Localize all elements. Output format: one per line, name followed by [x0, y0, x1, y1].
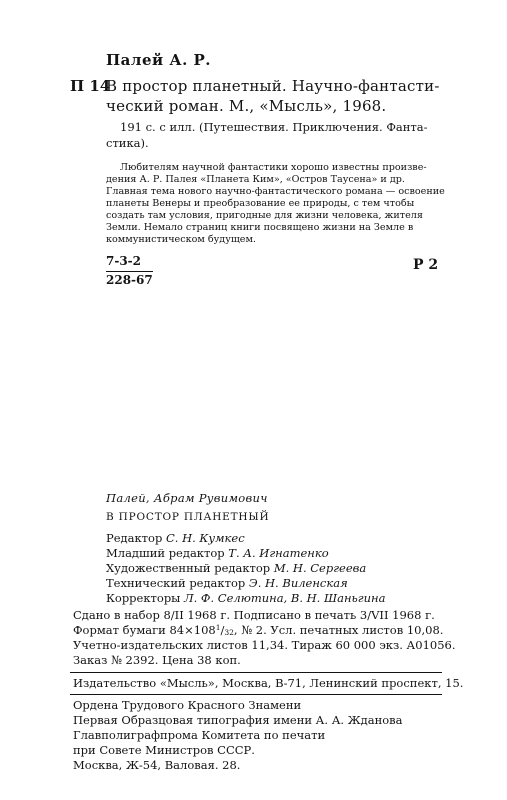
- printer-line: при Совете Министров СССР.: [73, 743, 255, 757]
- annotation-line: Главная тема нового научно-фантастического романа — освоение: [106, 186, 445, 197]
- credit-role: Технический редактор: [106, 576, 246, 590]
- bibliographic-title-line: ческий роман. М., «Мысль», 1968.: [106, 97, 387, 115]
- printer-line: Первая Образцовая типография имени А. А. Жданова: [73, 713, 403, 727]
- pages-info-line: 191 с. с илл. (Путешествия. Приключения. Фанта-: [120, 120, 428, 134]
- bibliographic-title-line: В простор планетный. Научно-фантасти-: [106, 77, 440, 95]
- credit-line: [106, 546, 329, 560]
- annotation-line: Любителям научной фантастики хорошо известны произве-: [120, 162, 427, 173]
- r-code: Р 2: [413, 257, 439, 273]
- credit-role: Художественный редактор: [106, 561, 271, 575]
- credit-name: М. Н. Сергеева: [273, 561, 367, 575]
- credit-role: Редактор: [106, 531, 163, 545]
- imprint-line: Учетно-издательских листов 11,34. Тираж 60 000 экз. А01056.: [73, 638, 456, 652]
- credit-line: [106, 561, 366, 575]
- credit-line: [106, 591, 385, 605]
- imprint-line: Заказ № 2392. Цена 38 коп.: [73, 653, 241, 667]
- printer-line: Ордена Трудового Красного Знамени: [73, 698, 302, 712]
- annotation-line: создать там условия, пригодные для жизни человека, жителя: [106, 210, 423, 221]
- printer-line: Главполиграфпрома Комитета по печати: [73, 728, 326, 742]
- annotation-line: коммунистическом будущем.: [106, 234, 256, 245]
- imprint-line: Сдано в набор 8/II 1968 г. Подписано в печать 3/VII 1968 г.: [73, 608, 435, 622]
- credit-line: [106, 576, 348, 590]
- catalog-code: П 14: [70, 77, 111, 95]
- annotation-line: планеты Венеры и преобразование ее природы, с тем чтобы: [106, 198, 415, 209]
- annotation-line: дения А. Р. Палея «Планета Ким», «Остров Таусена» и др.: [106, 174, 405, 185]
- author-short-name: Палей А. Р.: [106, 51, 212, 69]
- printer-line: Москва, Ж-54, Валовая. 28.: [73, 758, 241, 772]
- divider: [70, 694, 442, 695]
- credit-name: Э. Н. Виленская: [248, 576, 348, 590]
- pages-info-line: стика).: [106, 136, 149, 150]
- book-title-caps: В ПРОСТОР ПЛАНЕТНЫЙ: [106, 511, 270, 523]
- credit-line: [106, 531, 245, 545]
- divider: [70, 672, 442, 673]
- author-full-name: Палей, Абрам Рувимович: [106, 491, 268, 505]
- publisher-line: Издательство «Мысль», Москва, В-71, Ленинский проспект, 15.: [73, 676, 464, 690]
- credit-name: С. Н. Кумкес: [165, 531, 245, 545]
- classification-code-bottom: 228-67: [106, 273, 153, 287]
- imprint-line: Формат бумаги $84\times 108^1/_{32}$, № 2. Усл. печатных листов 10,08.: [73, 623, 444, 637]
- credit-role: Корректоры: [106, 591, 181, 605]
- credit-name: Т. А. Игнатенко: [228, 546, 329, 560]
- credit-name: Л. Ф. Селютина, В. Н. Шаньгина: [184, 591, 386, 605]
- classification-code-top: 7-3-2: [106, 254, 142, 268]
- annotation-line: Земли. Немало страниц книги посвящено жизни на Земле в: [106, 222, 414, 233]
- credit-role: Младший редактор: [106, 546, 225, 560]
